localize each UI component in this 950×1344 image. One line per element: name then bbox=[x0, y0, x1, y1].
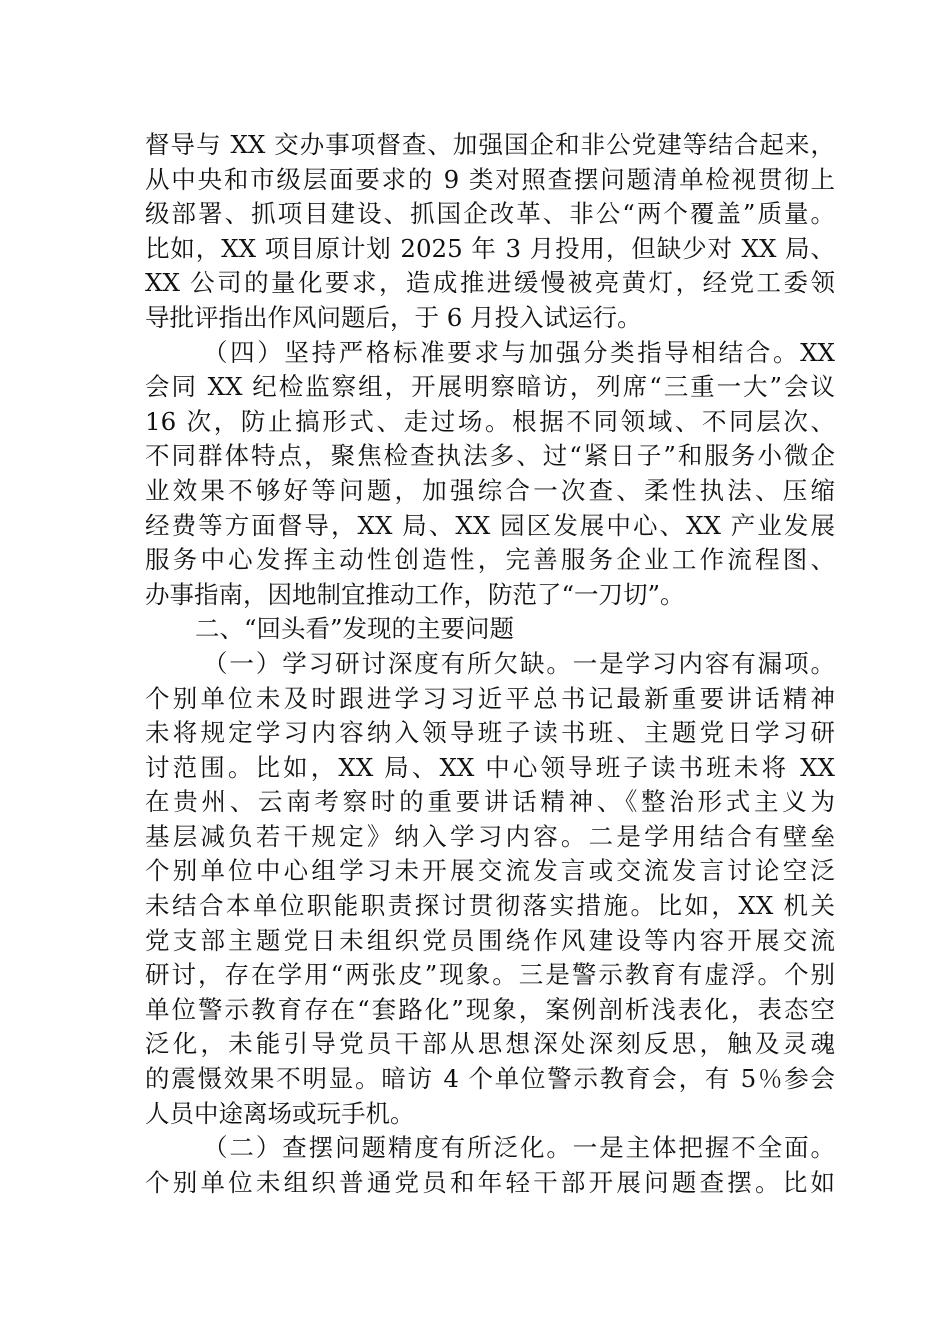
paragraph-line: 会同 XX 纪检监察组，开展明察暗访，列席“三重一大”会议 bbox=[145, 372, 835, 402]
paragraph-line: 从中央和市级层面要求的 9 类对照查摆问题清单检视贯彻上 bbox=[145, 164, 835, 194]
paragraph-line: （一）学习研讨深度有所欠缺。一是学习内容有漏项。 bbox=[203, 648, 835, 678]
paragraph-line: 比如，XX 项目原计划 2025 年 3 月投用，但缺少对 XX 局、 bbox=[145, 233, 835, 263]
paragraph-line: 个别单位未及时跟进学习习近平总书记最新重要讲话精神 bbox=[145, 683, 835, 713]
paragraph-line: 讨范围。比如，XX 局、XX 中心领导班子读书班未将 XX bbox=[145, 752, 835, 782]
paragraph-line: 业效果不够好等问题，加强综合一次查、柔性执法、压缩 bbox=[145, 475, 835, 505]
paragraph-line: 研讨，存在学用“两张皮”现象。三是警示教育有虚浮。个别 bbox=[145, 960, 835, 990]
paragraph-line: （四）坚持严格标准要求与加强分类指导相结合。XX bbox=[203, 337, 835, 367]
paragraph-line: 级部署、抓项目建设、抓国企改革、非公“两个覆盖”质量。 bbox=[145, 199, 835, 229]
paragraph-line: 督导与 XX 交办事项督查、加强国企和非公党建等结合起来， bbox=[145, 130, 835, 159]
paragraph-line: （二）查摆问题精度有所泛化。一是主体把握不全面。 bbox=[203, 1133, 835, 1163]
paragraph-line: 泛化，未能引导党员干部从思想深处深刻反思，触及灵魂 bbox=[145, 1029, 835, 1059]
paragraph-line: 不同群体特点，聚焦检查执法多、过“紧日子”和服务小微企 bbox=[145, 441, 835, 471]
paragraph-line: 党支部主题党日未组织党员围绕作风建设等内容开展交流 bbox=[145, 925, 835, 955]
paragraph-line: 16 次，防止搞形式、走过场。根据不同领域、不同层次、 bbox=[145, 406, 835, 436]
paragraph-line: 基层减负若干规定》纳入学习内容。二是学用结合有壁垒 bbox=[145, 821, 835, 851]
paragraph-line: 经费等方面督导，XX 局、XX 园区发展中心、XX 产业发展 bbox=[145, 510, 835, 540]
paragraph-line: 导批评指出作风问题后，于 6 月投入试运行。 bbox=[145, 302, 642, 332]
paragraph-line: 的震慑效果不明显。暗访 4 个单位警示教育会，有 5％参会 bbox=[145, 1064, 835, 1094]
paragraph-line: 办事指南，因地制宜推动工作，防范了“一刀切”。 bbox=[145, 579, 685, 609]
paragraph-line: 服务中心发挥主动性创造性，完善服务企业工作流程图、 bbox=[145, 545, 835, 575]
paragraph-line: 未结合本单位职能职责探讨贯彻落实措施。比如，XX 机关 bbox=[145, 891, 835, 921]
document-body bbox=[145, 128, 835, 1200]
paragraph-line: 单位警示教育存在“套路化”现象，案例剖析浅表化，表态空 bbox=[145, 994, 835, 1024]
paragraph-line: 个别单位中心组学习未开展交流发言或交流发言讨论空泛 bbox=[145, 856, 835, 886]
paragraph-line: XX 公司的量化要求，造成推进缓慢被亮黄灯，经党工委领 bbox=[145, 268, 835, 298]
paragraph-line: 个别单位未组织普通党员和年轻干部开展问题查摆。比如 bbox=[145, 1167, 835, 1197]
paragraph-line: 未将规定学习内容纳入领导班子读书班、主题党日学习研 bbox=[145, 718, 835, 748]
paragraph-line: 在贵州、云南考察时的重要讲话精神、《整治形式主义为 bbox=[145, 787, 835, 817]
paragraph-line: 人员中途离场或玩手机。 bbox=[145, 1098, 415, 1128]
section-heading: 二、“回头看”发现的主要问题 bbox=[195, 614, 515, 644]
